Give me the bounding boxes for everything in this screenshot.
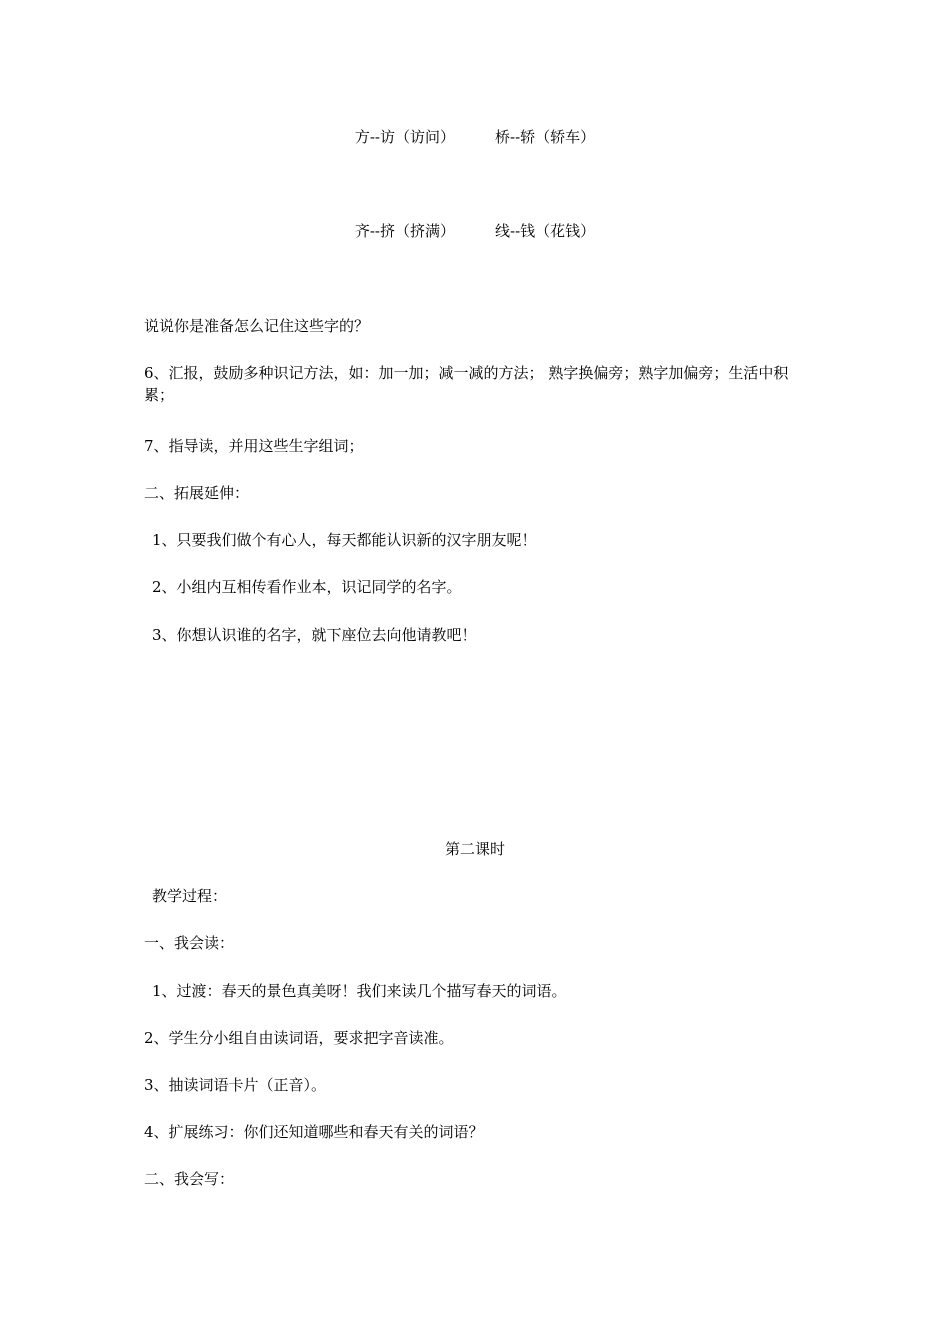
heading-write: 二、我会写： bbox=[144, 1170, 235, 1188]
read-item-4: 4、扩展练习：你们还知道哪些和春天有关的词语？ bbox=[144, 1123, 484, 1141]
lesson-title: 第二课时 bbox=[444, 840, 505, 858]
step-7: 7、指导读，并用这些生字组词； bbox=[144, 437, 364, 455]
pair-left: 齐--挤（挤满） bbox=[354, 222, 455, 240]
heading-read: 一、我会读： bbox=[144, 934, 235, 952]
character-pair-row-2 bbox=[0, 220, 950, 242]
heading-extension: 二、拓展延伸： bbox=[144, 484, 250, 502]
read-item-1: 1、过渡：春天的景色真美呀！我们来读几个描写春天的词语。 bbox=[152, 982, 567, 1000]
teaching-process-label: 教学过程： bbox=[152, 887, 228, 905]
question-text: 说说你是准备怎么记住这些字的？ bbox=[144, 317, 370, 335]
pair-left: 方--访（访问） bbox=[354, 128, 455, 146]
extension-item-2: 2、小组内互相传看作业本，识记同学的名字。 bbox=[152, 578, 462, 596]
extension-item-3: 3、你想认识谁的名字，就下座位去向他请教吧！ bbox=[152, 626, 477, 644]
read-item-3: 3、抽读词语卡片（正音）。 bbox=[144, 1076, 327, 1094]
step-6: 6、汇报，鼓励多种识记方法，如：加一加；减一减的方法； 熟字换偏旁；熟字加偏旁；生活中积累； bbox=[144, 364, 789, 404]
extension-item-1: 1、只要我们做个有心人，每天都能认识新的汉字朋友呢！ bbox=[152, 531, 537, 549]
read-item-2: 2、学生分小组自由读词语，要求把字音读准。 bbox=[144, 1029, 454, 1047]
pair-right: 桥--轿（轿车） bbox=[495, 128, 596, 146]
character-pair-row-1 bbox=[0, 126, 950, 148]
pair-right: 线--钱（花钱） bbox=[495, 222, 596, 240]
